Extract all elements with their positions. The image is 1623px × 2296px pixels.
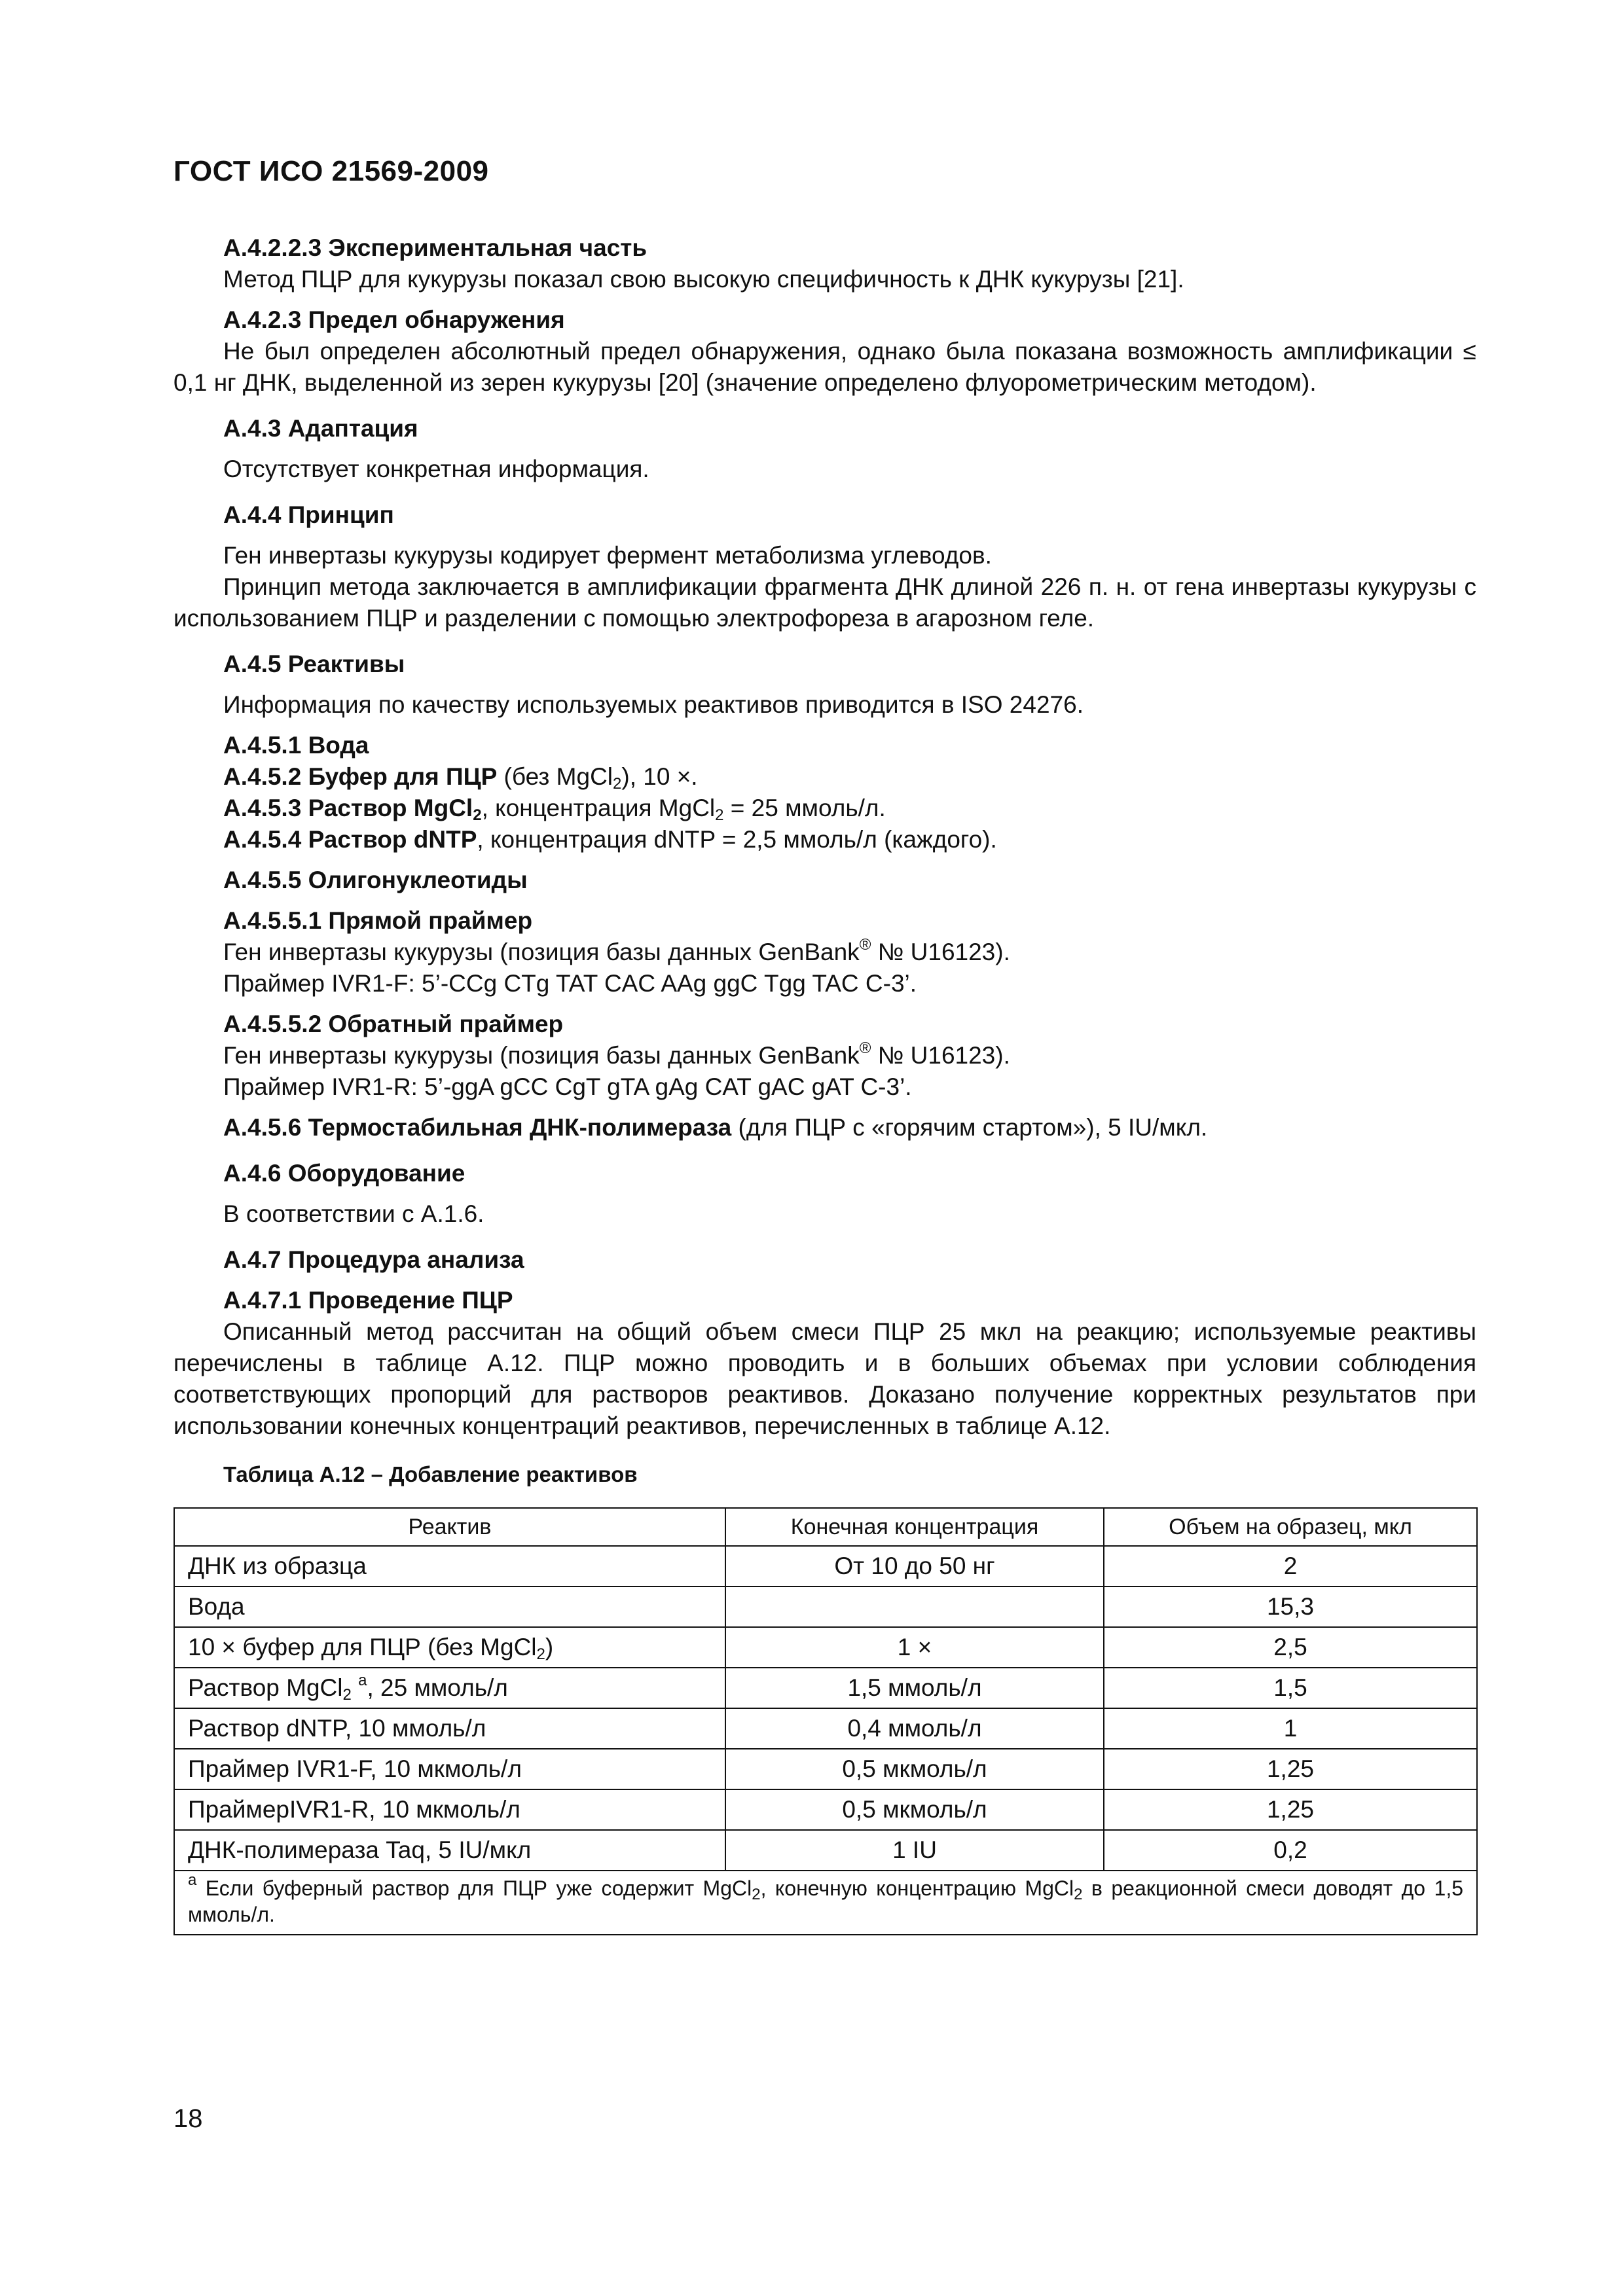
- concentration-cell: 1 ×: [725, 1627, 1104, 1668]
- section-heading: А.4.5.5 Олигонуклеотиды: [223, 867, 528, 893]
- paragraph: Отсутствует конкретная информация.: [223, 456, 649, 482]
- section-heading: А.4.2.2.3 Экспериментальная часть: [223, 234, 647, 261]
- volume-cell: 1: [1104, 1708, 1477, 1749]
- table-row: [174, 1627, 1477, 1668]
- paragraph: Не был определен абсолютный предел обнаружения, однако была показана возможность амплификации ≤ 0,1 нг ДНК, выделенной из зерен кукурузы [20] (значение определено флуорометрическим методом).: [173, 338, 1476, 396]
- table-row: [174, 1668, 1477, 1708]
- reagent-cell: ПраймерIVR1-R, 10 мкмоль/л: [174, 1789, 725, 1830]
- reagent-cell: Праймер IVR1-F, 10 мкмоль/л: [174, 1749, 725, 1789]
- paragraph: Описанный метод рассчитан на общий объем смеси ПЦР 25 мкл на реакцию; используемые реактивы перечислены в таблице А.12. ПЦР можно проводить и в больших объемах при условии соблюдения соответствующих пропорций для растворов реактивов. Доказано получение корректных результатов при использовании конечных концентраций реактивов, перечисленных в таблице А.12.: [173, 1318, 1476, 1439]
- paragraph: Информация по качеству используемых реактивов приводится в ISO 24276.: [223, 691, 1084, 718]
- section-heading: А.4.6 Оборудование: [223, 1160, 465, 1187]
- table-row: [174, 1546, 1477, 1587]
- volume-cell: 1,25: [1104, 1789, 1477, 1830]
- column-header: Объем на образец, мкл: [1104, 1508, 1477, 1546]
- concentration-cell: [725, 1587, 1104, 1627]
- reagent-cell: Вода: [174, 1587, 725, 1627]
- paragraph: В соответствии с А.1.6.: [223, 1200, 484, 1227]
- table-row: [174, 1749, 1477, 1789]
- volume-cell: 2,5: [1104, 1627, 1477, 1668]
- paragraph: Ген инвертазы кукурузы кодирует фермент метаболизма углеводов.: [223, 542, 992, 569]
- concentration-cell: 0,5 мкмоль/л: [725, 1789, 1104, 1830]
- reagent-cell: ДНК из образца: [174, 1546, 725, 1587]
- table-footnote-row: [174, 1871, 1477, 1935]
- primer-sequence: Праймер IVR1-R: 5’-ggA gCC CgT gTA gAg CAT gAC gAT C-3’.: [223, 1073, 912, 1100]
- polymerase-item: А.4.5.6 Термостабильная ДНК-полимераза (для ПЦР с «горячим стартом»), 5 IU/мкл.: [223, 1114, 1208, 1141]
- primer-source: Ген инвертазы кукурузы (позиция базы данных GenBank® № U16123).: [223, 1039, 1010, 1069]
- reagents-table: [173, 1507, 1478, 1935]
- concentration-cell: 0,5 мкмоль/л: [725, 1749, 1104, 1789]
- volume-cell: 1,25: [1104, 1749, 1477, 1789]
- subsection-heading: А.4.5.5.1 Прямой праймер: [223, 907, 533, 934]
- reagent-cell: Раствор dNTP, 10 ммоль/л: [174, 1708, 725, 1749]
- volume-cell: 1,5: [1104, 1668, 1477, 1708]
- section-heading: А.4.4 Принцип: [223, 501, 394, 528]
- concentration-cell: 1,5 ммоль/л: [725, 1668, 1104, 1708]
- concentration-cell: От 10 до 50 нг: [725, 1546, 1104, 1587]
- reagent-item-water: А.4.5.1 Вода: [223, 732, 369, 759]
- table-footnote: $^a$ Если буферный раствор для ПЦР уже содержит MgCl$_2$, конечную концентрацию MgCl$_2$ в реакционной смеси доводят до 1,5 ммоль/л.: [174, 1871, 1477, 1935]
- reagent-cell: 10 × буфер для ПЦР (без MgCl$_2$): [174, 1627, 725, 1668]
- volume-cell: 0,2: [1104, 1830, 1477, 1871]
- table-row: [174, 1789, 1477, 1830]
- subsection-heading: А.4.7.1 Проведение ПЦР: [223, 1287, 513, 1314]
- column-header: Конечная концентрация: [725, 1508, 1104, 1546]
- primer-sequence: Праймер IVR1-F: 5’-CCg CTg TAT CAC AAg ggC Tgg TAC C-3’.: [223, 970, 917, 997]
- section-heading: А.4.3 Адаптация: [223, 415, 418, 442]
- section-heading: А.4.7 Процедура анализа: [223, 1246, 524, 1273]
- reagent-item-buffer: А.4.5.2 Буфер для ПЦР (без MgCl$_2$), 10 ×.: [223, 763, 698, 793]
- table-caption: Таблица А.12 – Добавление реактивов: [223, 1462, 638, 1486]
- section-heading: А.4.2.3 Предел обнаружения: [223, 306, 565, 333]
- reagent-item-mgcl2: А.4.5.3 Раствор MgCl$_2$, концентрация MgCl$_2$ = 25 ммоль/л.: [223, 795, 886, 824]
- concentration-cell: 0,4 ммоль/л: [725, 1708, 1104, 1749]
- volume-cell: 2: [1104, 1546, 1477, 1587]
- reagent-cell: ДНК-полимераза Taq, 5 IU/мкл: [174, 1830, 725, 1871]
- section-heading: А.4.5 Реактивы: [223, 651, 405, 677]
- reagent-cell: Раствор MgCl$_2$ $^a$, 25 ммоль/л: [174, 1668, 725, 1708]
- table-header-row: [174, 1508, 1477, 1546]
- paragraph: Метод ПЦР для кукурузы показал свою высокую специфичность к ДНК кукурузы [21].: [223, 266, 1184, 293]
- column-header: Реактив: [174, 1508, 725, 1546]
- document-header: ГОСТ ИСО 21569-2009: [173, 155, 489, 187]
- document-body: [173, 232, 1476, 1935]
- concentration-cell: 1 IU: [725, 1830, 1104, 1871]
- paragraph: Принцип метода заключается в амплификации фрагмента ДНК длиной 226 п. н. от гена инвертазы кукурузы с использованием ПЦР и разделении с помощью электрофореза в агарозном геле.: [173, 573, 1476, 632]
- table-row: [174, 1708, 1477, 1749]
- volume-cell: 15,3: [1104, 1587, 1477, 1627]
- subsection-heading: А.4.5.5.2 Обратный праймер: [223, 1011, 564, 1037]
- table-row: [174, 1587, 1477, 1627]
- reagent-item-dntp: А.4.5.4 Раствор dNTP, концентрация dNTP = 2,5 ммоль/л (каждого).: [223, 826, 997, 853]
- table-row: [174, 1830, 1477, 1871]
- page-number: 18: [173, 2104, 203, 2133]
- primer-source: Ген инвертазы кукурузы (позиция базы данных GenBank® № U16123).: [223, 936, 1010, 965]
